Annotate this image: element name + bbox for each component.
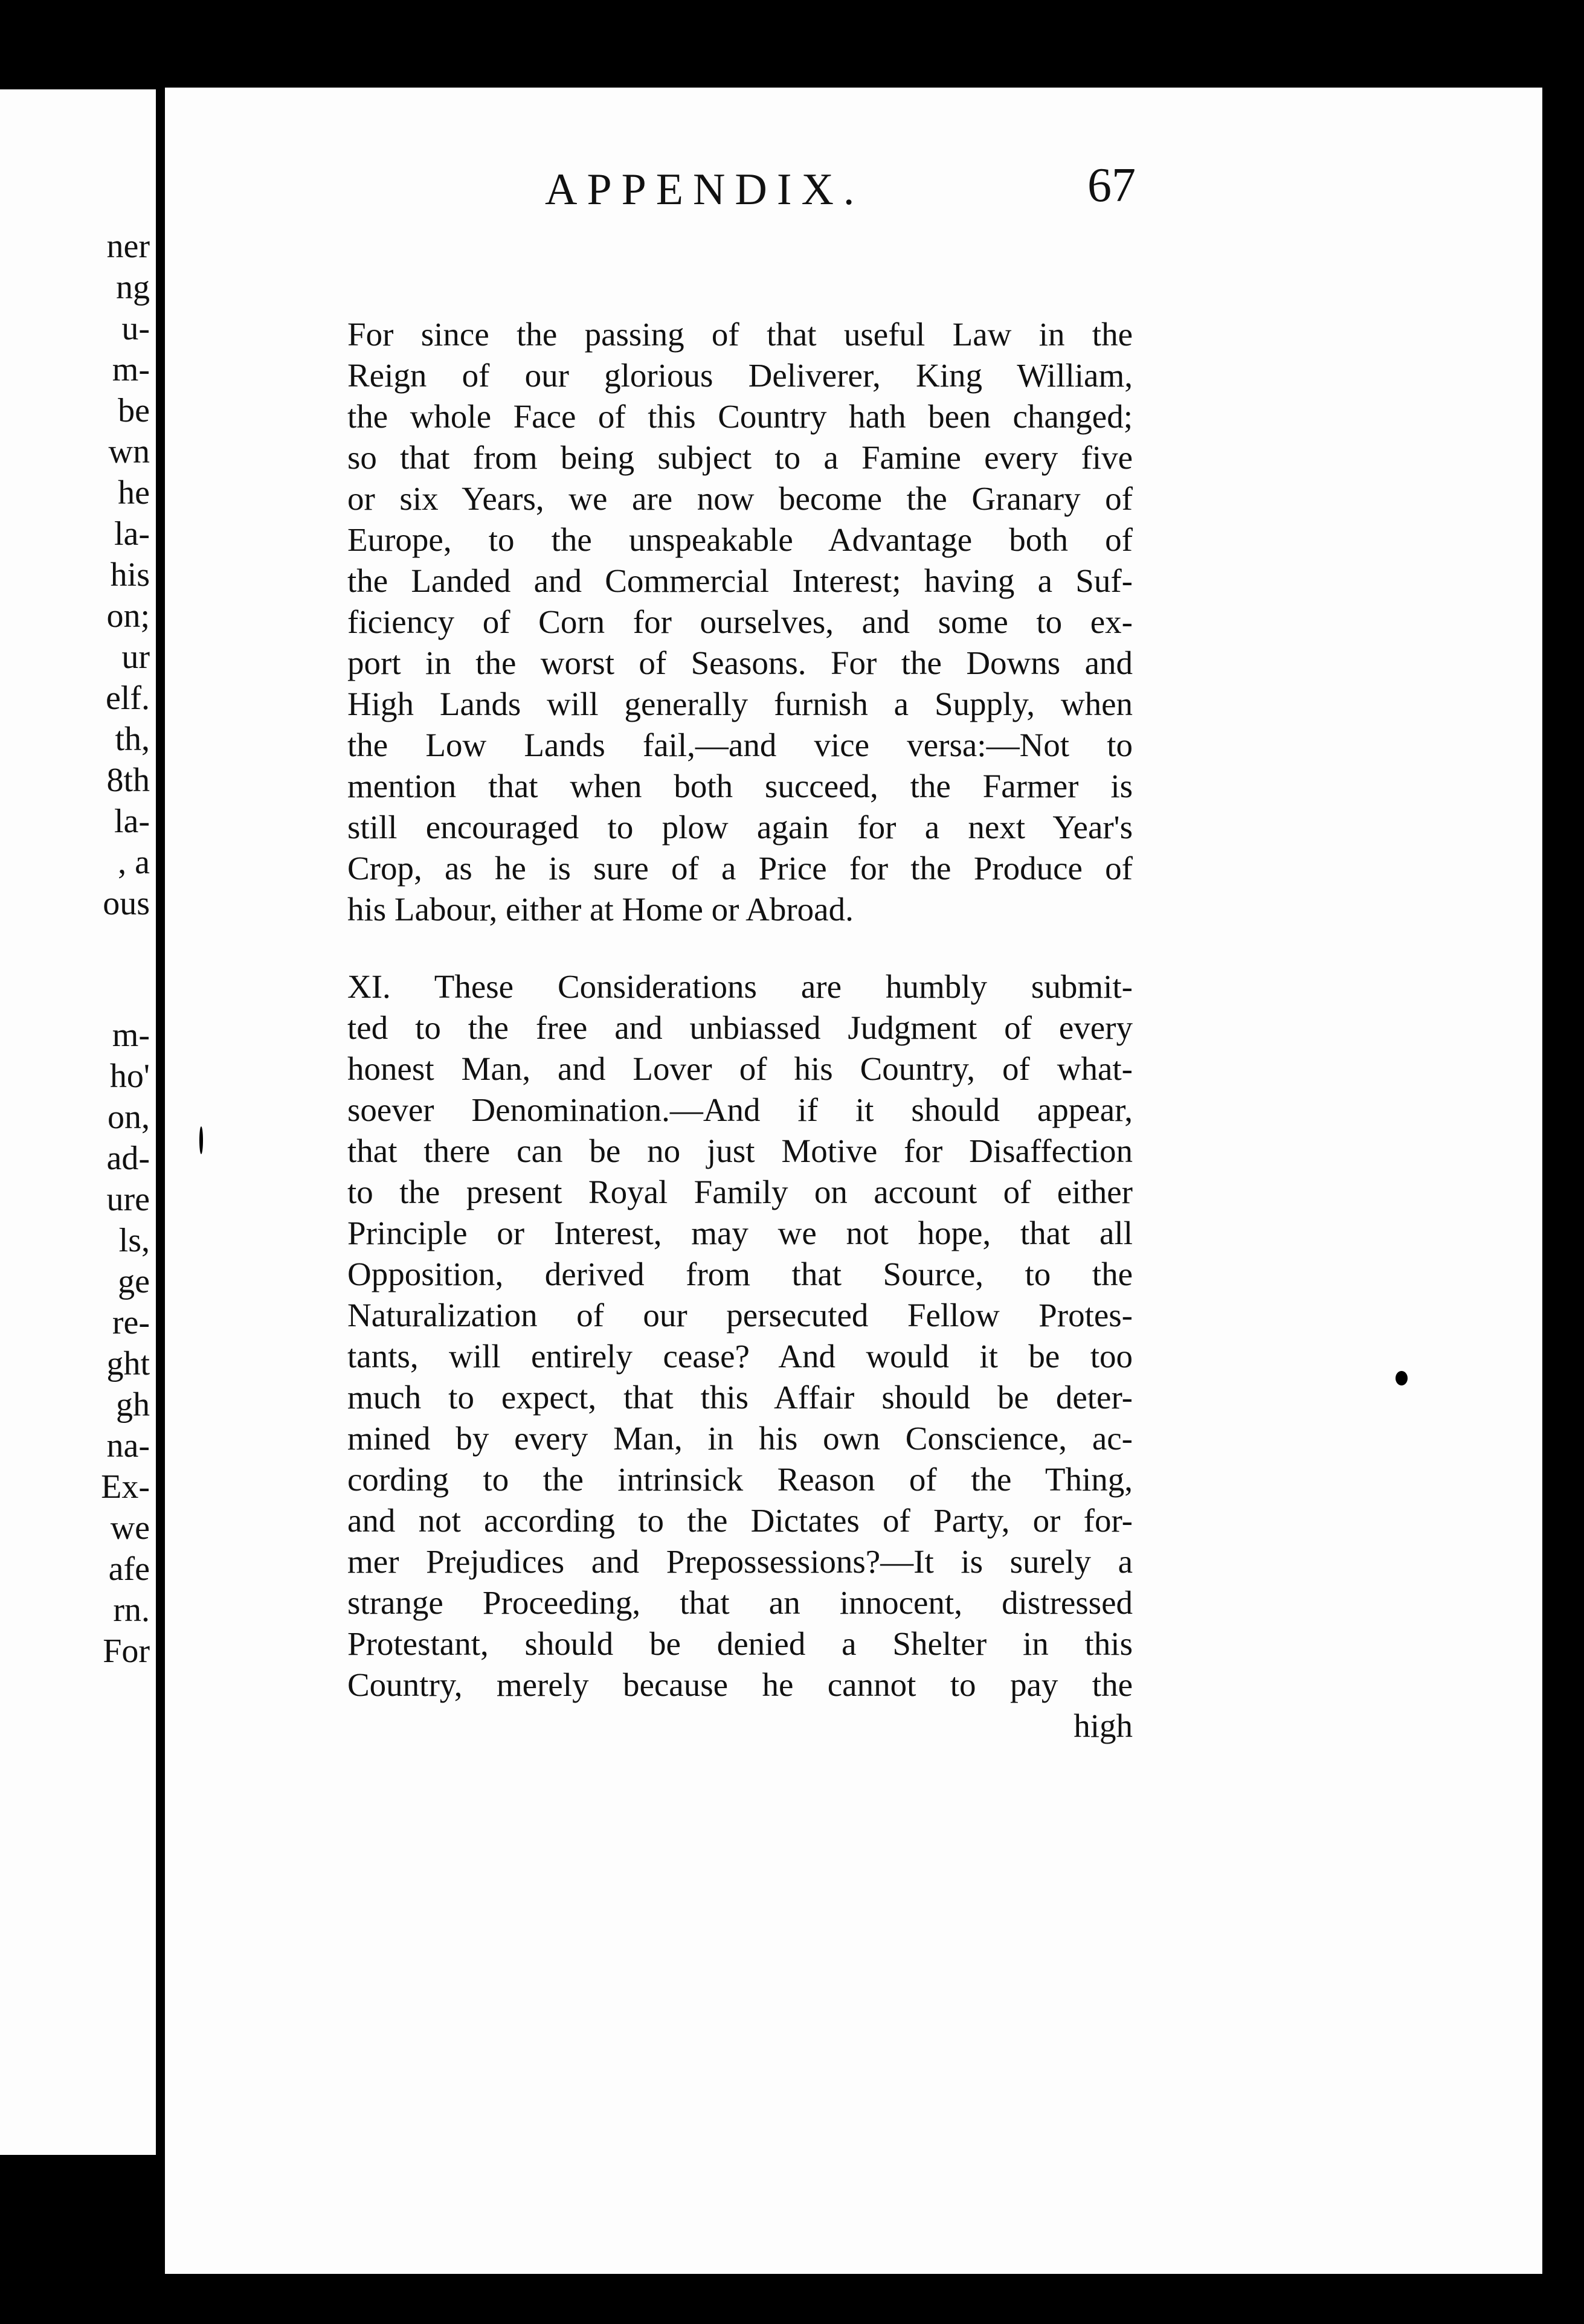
- text-line: to the present Royal Family on account of either: [347, 1173, 1133, 1210]
- catchword: high: [1074, 1707, 1133, 1744]
- facing-page-fragment: 8th: [106, 762, 150, 798]
- facing-page-fragment: wn: [108, 434, 150, 470]
- text-line: tants, will entirely cease? And would it be too: [347, 1338, 1133, 1375]
- facing-page-fragment: ho': [109, 1058, 150, 1094]
- text-line: honest Man, and Lover of his Country, of what-: [347, 1050, 1133, 1087]
- page-edge-shadow: [1542, 362, 1584, 2324]
- text-line: his Labour, either at Home or Abroad.: [347, 891, 854, 928]
- text-line: Opposition, derived from that Source, to the: [347, 1256, 1133, 1292]
- facing-page-fragment: re-: [112, 1305, 150, 1341]
- facing-page-fragment: la-: [114, 516, 150, 552]
- facing-page-fragment: afe: [108, 1551, 150, 1587]
- text-line: Principle or Interest, may we not hope, that all: [347, 1215, 1133, 1251]
- text-line: mention that when both succeed, the Farmer is: [347, 768, 1133, 804]
- facing-page-fragment: ge: [118, 1263, 150, 1300]
- ink-speck: [1396, 1371, 1408, 1385]
- text-line: strange Proceeding, that an innocent, distressed: [347, 1584, 1133, 1621]
- text-line: Crop, as he is sure of a Price for the Produce of: [347, 850, 1133, 887]
- facing-page-fragment: gh: [116, 1387, 150, 1423]
- text-line: High Lands will generally furnish a Supply, when: [347, 685, 1133, 722]
- gutter: [156, 0, 165, 2324]
- text-line: mer Prejudices and Prepossessions?—It is surely a: [347, 1543, 1133, 1580]
- facing-page-fragment: na-: [106, 1428, 150, 1464]
- facing-page-fragment: elf.: [105, 680, 150, 716]
- text-line: or six Years, we are now become the Granary of: [347, 480, 1133, 517]
- facing-page-fragment: on,: [108, 1099, 150, 1135]
- facing-page-fragment: on;: [106, 598, 150, 634]
- facing-page-fragment: m-: [112, 1017, 150, 1053]
- facing-page-fragment: u-: [121, 310, 150, 347]
- facing-page-fragment: ous: [103, 885, 150, 922]
- text-line: Europe, to the unspeakable Advantage both of: [347, 521, 1133, 558]
- text-line: port in the worst of Seasons. For the Downs and: [347, 644, 1133, 681]
- text-line: much to expect, that this Affair should be deter-: [347, 1379, 1133, 1416]
- text-line: that there can be no just Motive for Disaffection: [347, 1132, 1133, 1169]
- facing-page-fragment: For: [103, 1633, 150, 1669]
- text-line: the Low Lands fail,—and vice versa:—Not to: [347, 727, 1133, 763]
- text-line: so that from being subject to a Famine every five: [347, 439, 1133, 476]
- facing-page-fragment: he: [118, 475, 150, 511]
- facing-page-fragment: ure: [106, 1181, 150, 1218]
- facing-page-fragment: we: [110, 1510, 150, 1546]
- facing-page-fragment: ng: [116, 269, 150, 306]
- text-line: soever Denomination.—And if it should appear,: [347, 1091, 1133, 1128]
- facing-page-fragment: th,: [115, 721, 150, 757]
- text-line: the Landed and Commercial Interest; having a Suf-: [347, 562, 1133, 599]
- text-line: For since the passing of that useful Law in the: [347, 316, 1133, 353]
- facing-page-fragment: , a: [118, 844, 150, 881]
- facing-page-fragment: rn.: [113, 1592, 150, 1628]
- facing-page-fragment: ner: [106, 228, 150, 265]
- text-line: mined by every Man, in his own Conscience, ac-: [347, 1420, 1133, 1457]
- text-line: ted to the free and unbiassed Judgment of every: [347, 1009, 1133, 1046]
- text-line: ficiency of Corn for ourselves, and some to ex-: [347, 603, 1133, 640]
- page-number: 67: [1087, 159, 1136, 212]
- running-head: [362, 159, 1136, 219]
- text-line: still encouraged to plow again for a next Year's: [347, 809, 1133, 846]
- facing-page-fragment: la-: [114, 803, 150, 839]
- facing-page-fragment: ls,: [118, 1222, 150, 1259]
- text-line: cording to the intrinsick Reason of the Thing,: [347, 1461, 1133, 1498]
- facing-page-fragment: ght: [106, 1346, 150, 1382]
- facing-page-fragment: Ex-: [101, 1469, 150, 1505]
- running-head-title: APPENDIX.: [545, 165, 864, 214]
- facing-page-fragment: m-: [112, 351, 150, 388]
- text-line: Protestant, should be denied a Shelter in this: [347, 1625, 1133, 1662]
- facing-page: [0, 89, 156, 2155]
- text-line: Country, merely because he cannot to pay the: [347, 1666, 1133, 1703]
- text-line: XI. These Considerations are humbly submit-: [347, 968, 1133, 1005]
- text-line: Reign of our glorious Deliverer, King William,: [347, 357, 1133, 394]
- text-line: Naturalization of our persecuted Fellow Protes-: [347, 1297, 1133, 1334]
- ink-speck: [1214, 28, 1225, 39]
- facing-page-fragment: be: [118, 393, 150, 429]
- facing-page-fragment: ad-: [106, 1140, 150, 1176]
- facing-page-fragment: his: [110, 557, 150, 593]
- text-line: and not according to the Dictates of Party, or for-: [347, 1502, 1133, 1539]
- ink-speck: [199, 1126, 203, 1154]
- text-line: the whole Face of this Country hath been changed;: [347, 398, 1133, 435]
- facing-page-fragment: ur: [121, 639, 150, 675]
